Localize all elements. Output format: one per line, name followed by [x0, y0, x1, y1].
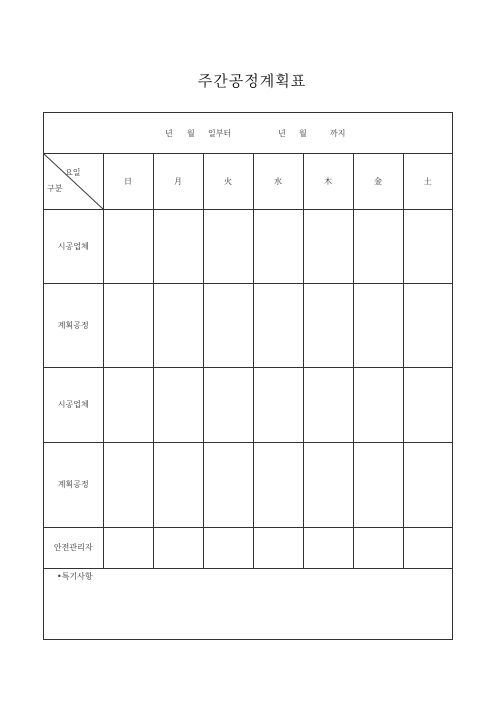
diag-label-day: 요일	[65, 168, 81, 177]
schedule-cell[interactable]	[203, 367, 253, 442]
schedule-cell[interactable]	[353, 367, 403, 442]
table-row	[44, 367, 452, 442]
row-label-contractor: 시공업체	[44, 367, 103, 442]
day-header-sun: 日	[103, 154, 153, 209]
schedule-cell[interactable]	[303, 527, 353, 568]
row-label-planned-work: 계획공정	[44, 283, 103, 367]
table-row	[44, 209, 452, 283]
schedule-cell[interactable]	[103, 527, 153, 568]
schedule-cell[interactable]	[153, 527, 203, 568]
schedule-cell[interactable]	[103, 442, 153, 527]
diagonal-header-cell	[44, 154, 103, 209]
table-row	[44, 442, 452, 527]
schedule-cell[interactable]	[303, 283, 353, 367]
day-header-wed: 水	[253, 154, 303, 209]
schedule-cell[interactable]	[353, 283, 403, 367]
schedule-cell[interactable]	[303, 367, 353, 442]
notes-label: •특기사항	[57, 572, 93, 581]
schedule-sheet	[43, 112, 453, 640]
table-row	[44, 527, 452, 568]
day-header-tue: 火	[203, 154, 253, 209]
schedule-cell[interactable]	[253, 209, 303, 283]
schedule-cell[interactable]	[303, 442, 353, 527]
period-month-end: 월	[299, 129, 307, 138]
diag-label-category: 구분	[47, 183, 63, 193]
row-label-safety-manager: 안전관리자	[44, 527, 103, 568]
schedule-cell[interactable]	[153, 367, 203, 442]
schedule-cell[interactable]	[153, 442, 203, 527]
schedule-cell[interactable]	[403, 209, 452, 283]
schedule-cell[interactable]	[353, 527, 403, 568]
day-header-mon: 月	[153, 154, 203, 209]
schedule-cell[interactable]	[103, 283, 153, 367]
schedule-cell[interactable]	[253, 442, 303, 527]
day-header-fri: 金	[353, 154, 403, 209]
row-label-planned-work: 계획공정	[44, 442, 103, 527]
period-year-start: 년	[165, 129, 173, 138]
schedule-cell[interactable]	[403, 442, 452, 527]
schedule-cell[interactable]	[203, 442, 253, 527]
day-header-thu: 木	[303, 154, 353, 209]
period-year-end: 년	[278, 129, 286, 138]
schedule-cell[interactable]	[103, 367, 153, 442]
day-header-sat: 土	[403, 154, 452, 209]
schedule-cell[interactable]	[403, 367, 452, 442]
schedule-grid	[44, 154, 452, 569]
schedule-cell[interactable]	[153, 209, 203, 283]
schedule-cell[interactable]	[303, 209, 353, 283]
schedule-cell[interactable]	[203, 527, 253, 568]
schedule-cell[interactable]	[353, 442, 403, 527]
schedule-cell[interactable]	[103, 209, 153, 283]
period-from: 일부터	[208, 129, 232, 138]
day-header-row	[44, 154, 452, 209]
period-to: 까지	[330, 129, 346, 138]
schedule-cell[interactable]	[253, 527, 303, 568]
schedule-cell[interactable]	[253, 283, 303, 367]
schedule-cell[interactable]	[203, 283, 253, 367]
schedule-cell[interactable]	[153, 283, 203, 367]
diagonal-line	[44, 154, 103, 209]
period-row	[44, 113, 452, 154]
schedule-cell[interactable]	[253, 367, 303, 442]
notes-section[interactable]	[44, 568, 452, 639]
table-row	[44, 283, 452, 367]
period-month-start: 월	[187, 129, 195, 138]
schedule-cell[interactable]	[203, 209, 253, 283]
document-title: 주간공정계획표	[197, 72, 307, 90]
row-label-contractor: 시공업체	[44, 209, 103, 283]
schedule-cell[interactable]	[353, 209, 403, 283]
schedule-cell[interactable]	[403, 527, 452, 568]
schedule-cell[interactable]	[403, 283, 452, 367]
